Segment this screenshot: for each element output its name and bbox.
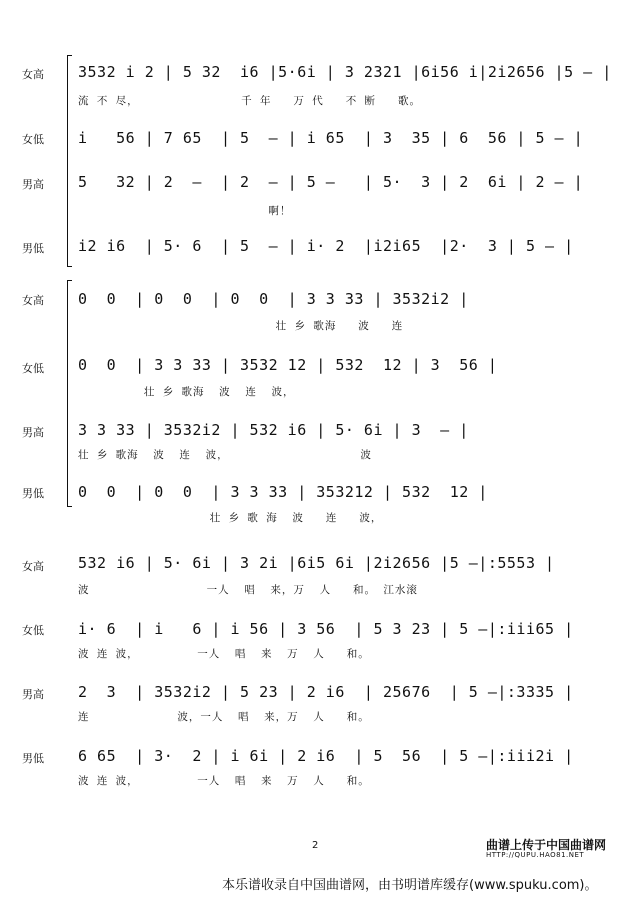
lyrics-line: 壮 乡 歌海 波 连 波， 波: [78, 449, 372, 461]
lyrics-line: 波 连 波， 一人 唱 来 万 人 和。: [78, 648, 370, 660]
notes-line: 0 0 | 0 0 | 0 0 | 3 3 33 | 3532i2 |: [78, 290, 469, 308]
notes-line: i2 i6 | 5· 6 | 5 — | i· 2 |i2i65 |2· 3 | 5 — |: [78, 237, 574, 255]
lyrics-line: 壮 乡 歌海 波 连 波，: [78, 386, 295, 398]
part-label: 女高: [22, 68, 44, 81]
part-label: 男低: [22, 487, 44, 500]
lyrics-line: 啊！: [78, 205, 292, 217]
watermark-line-2: HTTP://QUPU.HAO81.NET: [486, 851, 585, 859]
lyrics-line: 连 波，一人 唱 来，万 人 和。: [78, 711, 370, 723]
notes-line: 6 65 | 3· 2 | i 6i | 2 i6 | 5 56 | 5 —|:iii2i |: [78, 747, 574, 765]
part-label: 男低: [22, 242, 44, 255]
part-label: 女低: [22, 133, 44, 146]
part-label: 男低: [22, 752, 44, 765]
notes-line: 0 0 | 3 3 33 | 3532 12 | 532 12 | 3 56 |: [78, 356, 498, 374]
page-number: 2: [312, 840, 319, 851]
notes-line: 3 3 33 | 3532i2 | 532 i6 | 5· 6i | 3 — |: [78, 421, 469, 439]
notes-line: i· 6 | i 6 | i 56 | 3 56 | 5 3 23 | 5 —|:iii65 |: [78, 620, 574, 638]
notes-line: 3532 i 2 | 5 32 i6 |5·6i | 3 2321 |6i56 i|2i2656 |5 — |: [78, 63, 612, 81]
notes-line: 5 32 | 2 — | 2 — | 5 — | 5· 3 | 2 6i | 2 — |: [78, 173, 584, 191]
notes-line: 0 0 | 0 0 | 3 3 33 | 353212 | 532 12 |: [78, 483, 488, 501]
lyrics-line: 壮 乡 歌海 波 连: [78, 320, 404, 332]
part-label: 男高: [22, 178, 44, 191]
source-note: 本乐谱收录自中国曲谱网，由书明谱库缓存(www.spuku.com)。: [222, 878, 598, 893]
part-label: 女高: [22, 294, 44, 307]
notes-line: i 56 | 7 65 | 5 — | i 65 | 3 35 | 6 56 | 5 — |: [78, 129, 584, 147]
part-label: 女高: [22, 560, 44, 573]
lyrics-line: 波 一人 唱 来，万 人 和。 江水滚: [78, 584, 418, 596]
part-label: 女低: [22, 624, 44, 637]
lyrics-line: 壮 乡 歌 海 波 连 波，: [78, 512, 383, 524]
notes-line: 532 i6 | 5· 6i | 3 2i |6i5 6i |2i2656 |5 —|:5553 |: [78, 554, 555, 572]
system-bracket: [67, 55, 72, 267]
part-label: 男高: [22, 688, 44, 701]
lyrics-line: 流 不 尽， 千 年 万 代 不 断 歌。: [78, 95, 422, 107]
notes-line: 2 3 | 3532i2 | 5 23 | 2 i6 | 25676 | 5 —|:3335 |: [78, 683, 574, 701]
system-bracket: [67, 280, 72, 507]
watermark-line-1: 曲谱上传于中国曲谱网: [486, 838, 607, 852]
part-label: 女低: [22, 362, 44, 375]
lyrics-line: 波 连 波， 一人 唱 来 万 人 和。: [78, 775, 370, 787]
part-label: 男高: [22, 426, 44, 439]
